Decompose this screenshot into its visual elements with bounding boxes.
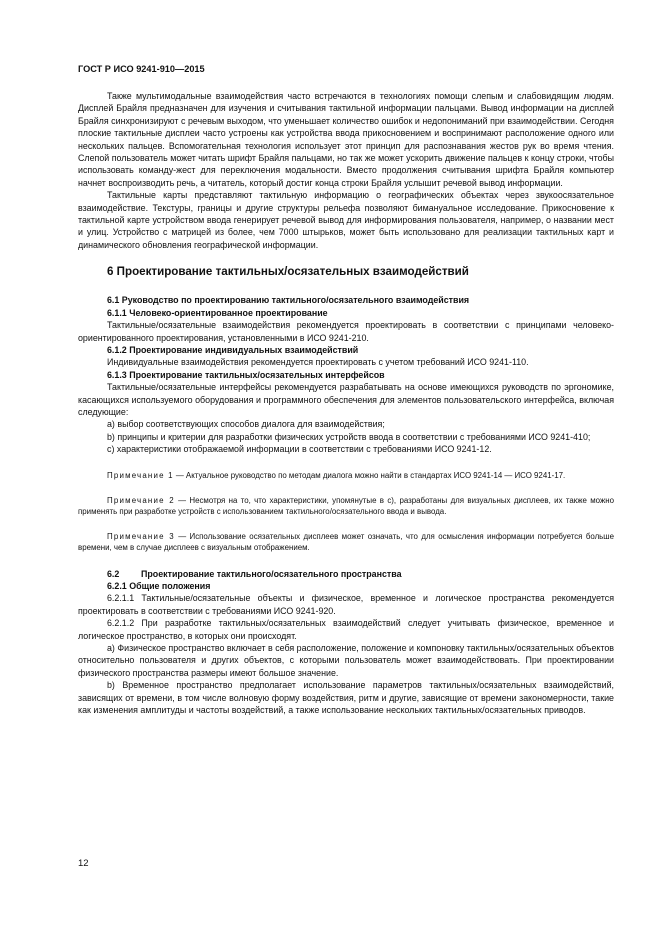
note-2 xyxy=(78,495,614,517)
list-item: а) выбор соответствующих способов диалога для взаимодействия; xyxy=(107,419,385,430)
note-text: — Актуальное руководство по методам диалога можно найти в стандартах ИСО 9241-14 — ИСО 9241-17. xyxy=(173,470,566,480)
note-1 xyxy=(78,470,614,481)
document-page xyxy=(78,64,614,716)
note-label: Примечание 3 xyxy=(107,532,175,542)
section-6-2-heading xyxy=(78,568,614,580)
section-6-1-heading: 6.1 Руководство по проектированию тактильного/осязательного взаимодействия xyxy=(107,295,470,306)
list-item: b) принципы и критерии для разработки физических устройств ввода в соответствии с требованиями ИСО 9241-410; xyxy=(107,431,591,442)
paragraph: Тактильные карты представляют тактильную информацию о географических объектах через звукоосязательное взаимодействие. Текстуры, границы и другие структуры рельефа позволяют бимануальное исследование. Прикосновение к тактильной карте устройством ввода генерирует речевой вывод для информирования пользователя, например, о названии мест и улиц. Устройство с матрицей из более, чем 7000 штырьков, может быть использовано для реализации тактильных карт и динамического обновления географической информации. xyxy=(78,190,614,250)
paragraph: Тактильные/осязательные интерфейсы рекомендуется разрабатывать на основе имеющихся руководств по эргономике, касающихся используемого оборудования и программного обеспечения для элементов пользовательского интерфейса, включая следующие: xyxy=(78,382,614,417)
requirements-list xyxy=(78,418,614,455)
note-label: Примечание 1 xyxy=(107,470,174,480)
paragraph: 6.2.1.2 При разработке тактильных/осязательных взаимодействий следует учитывать физическое, временное и логическое пространство, в которых они происходят. xyxy=(78,618,614,641)
paragraph: 6.2.1.1 Тактильные/осязательные объекты и физическое, временное и логическое пространства рекомендуется проектировать в соответствии с требованиями ИСО 9241-920. xyxy=(78,593,614,616)
section-number: 6.2 xyxy=(107,568,120,579)
section-6-2-1-heading: 6.2.1 Общие положения xyxy=(107,580,211,591)
section-6-1-3-heading: 6.1.3 Проектирование тактильных/осязательных интерфейсов xyxy=(107,369,385,380)
section-title: Проектирование тактильного/осязательного пространства xyxy=(141,568,402,579)
note-3 xyxy=(78,531,614,553)
section-6-1-2-heading: 6.1.2 Проектирование индивидуальных взаимодействий xyxy=(107,344,359,355)
paragraph: a) Физическое пространство включает в себя расположение, положение и компоновку тактильных/осязательных объектов относительно пользователя и других объектов, с которыми пользователь может взаимодействовать. При проектировании физического пространства размеры имеют большое значение. xyxy=(78,643,614,678)
page-number: 12 xyxy=(78,858,89,869)
paragraph: b) Временное пространство предполагает использование параметров тактильных/осязательных взаимодействий, зависящих от времени, в том числе волновую форму воздействия, ритм и другие, зависящие от времени закономерности, такие как изменения амплитуды и частоты воздействий, а также использование нескольких тактильных/осязательных приводов. xyxy=(78,680,614,716)
note-text: — Использование осязательных дисплеев может означать, что для осмысления информации потребуется больше времени, чем в случае дисплеев с визуальным отображением. xyxy=(78,532,615,553)
section-6-heading: 6 Проектирование тактильных/осязательных взаимодействий xyxy=(107,265,469,279)
note-text: — Несмотря на то, что характеристики, упомянутые в с), разработаны для визуальных дисплеев, их также можно применять при разработке устройств с использованием тактильного/осязательного ввода и вывода. xyxy=(78,495,614,516)
paragraph: Индивидуальные взаимодействия рекомендуется проектировать с учетом требований ИСО 9241-110. xyxy=(107,357,529,368)
paragraph: Также мультимодальные взаимодействия часто встречаются в технологиях помощи слепым и слабовидящим людям. Дисплей Брайля предназначен для изучения и считывания тактильной информации пальцами. Вывод информации на дисплей Брайля синхронизируют с речевым выходом, что уменьшает количество ошибок и недопониманий при взаимодействии. Сегодня плоские тактильные дисплеи часто устроены как устройства ввода прикосновением и воспринимают расположение одного или нескольких пальцев. Вспомогательная технология использует этот принцип для распознавания жестов рук во время чтения. Слепой пользователь может читать шрифт Брайля пальцами, но так же может ускорить движение пальцев к концу строки, чтобы использовать команду-жест для переключения модальности. Вместо продолжения считывания шрифта Брайля компьютер начнет воспроизводить речь, а читатель, который достиг конца строки Брайля услышит речевой вывод информации. xyxy=(78,91,614,188)
list-item: c) характеристики отображаемой информации в соответствии с требованиями ИСО 9241-12. xyxy=(107,444,492,455)
paragraph: Тактильные/осязательные взаимодействия рекомендуется проектировать в соответствии с принципами человеко-ориентированного проектирования, установленными в ИСО 9241-210. xyxy=(78,320,614,343)
note-label: Примечание 2 xyxy=(107,495,175,505)
section-6-1-1-heading: 6.1.1 Человеко-ориентированное проектирование xyxy=(107,307,328,318)
document-header: ГОСТ Р ИСО 9241-910—2015 xyxy=(78,64,205,74)
